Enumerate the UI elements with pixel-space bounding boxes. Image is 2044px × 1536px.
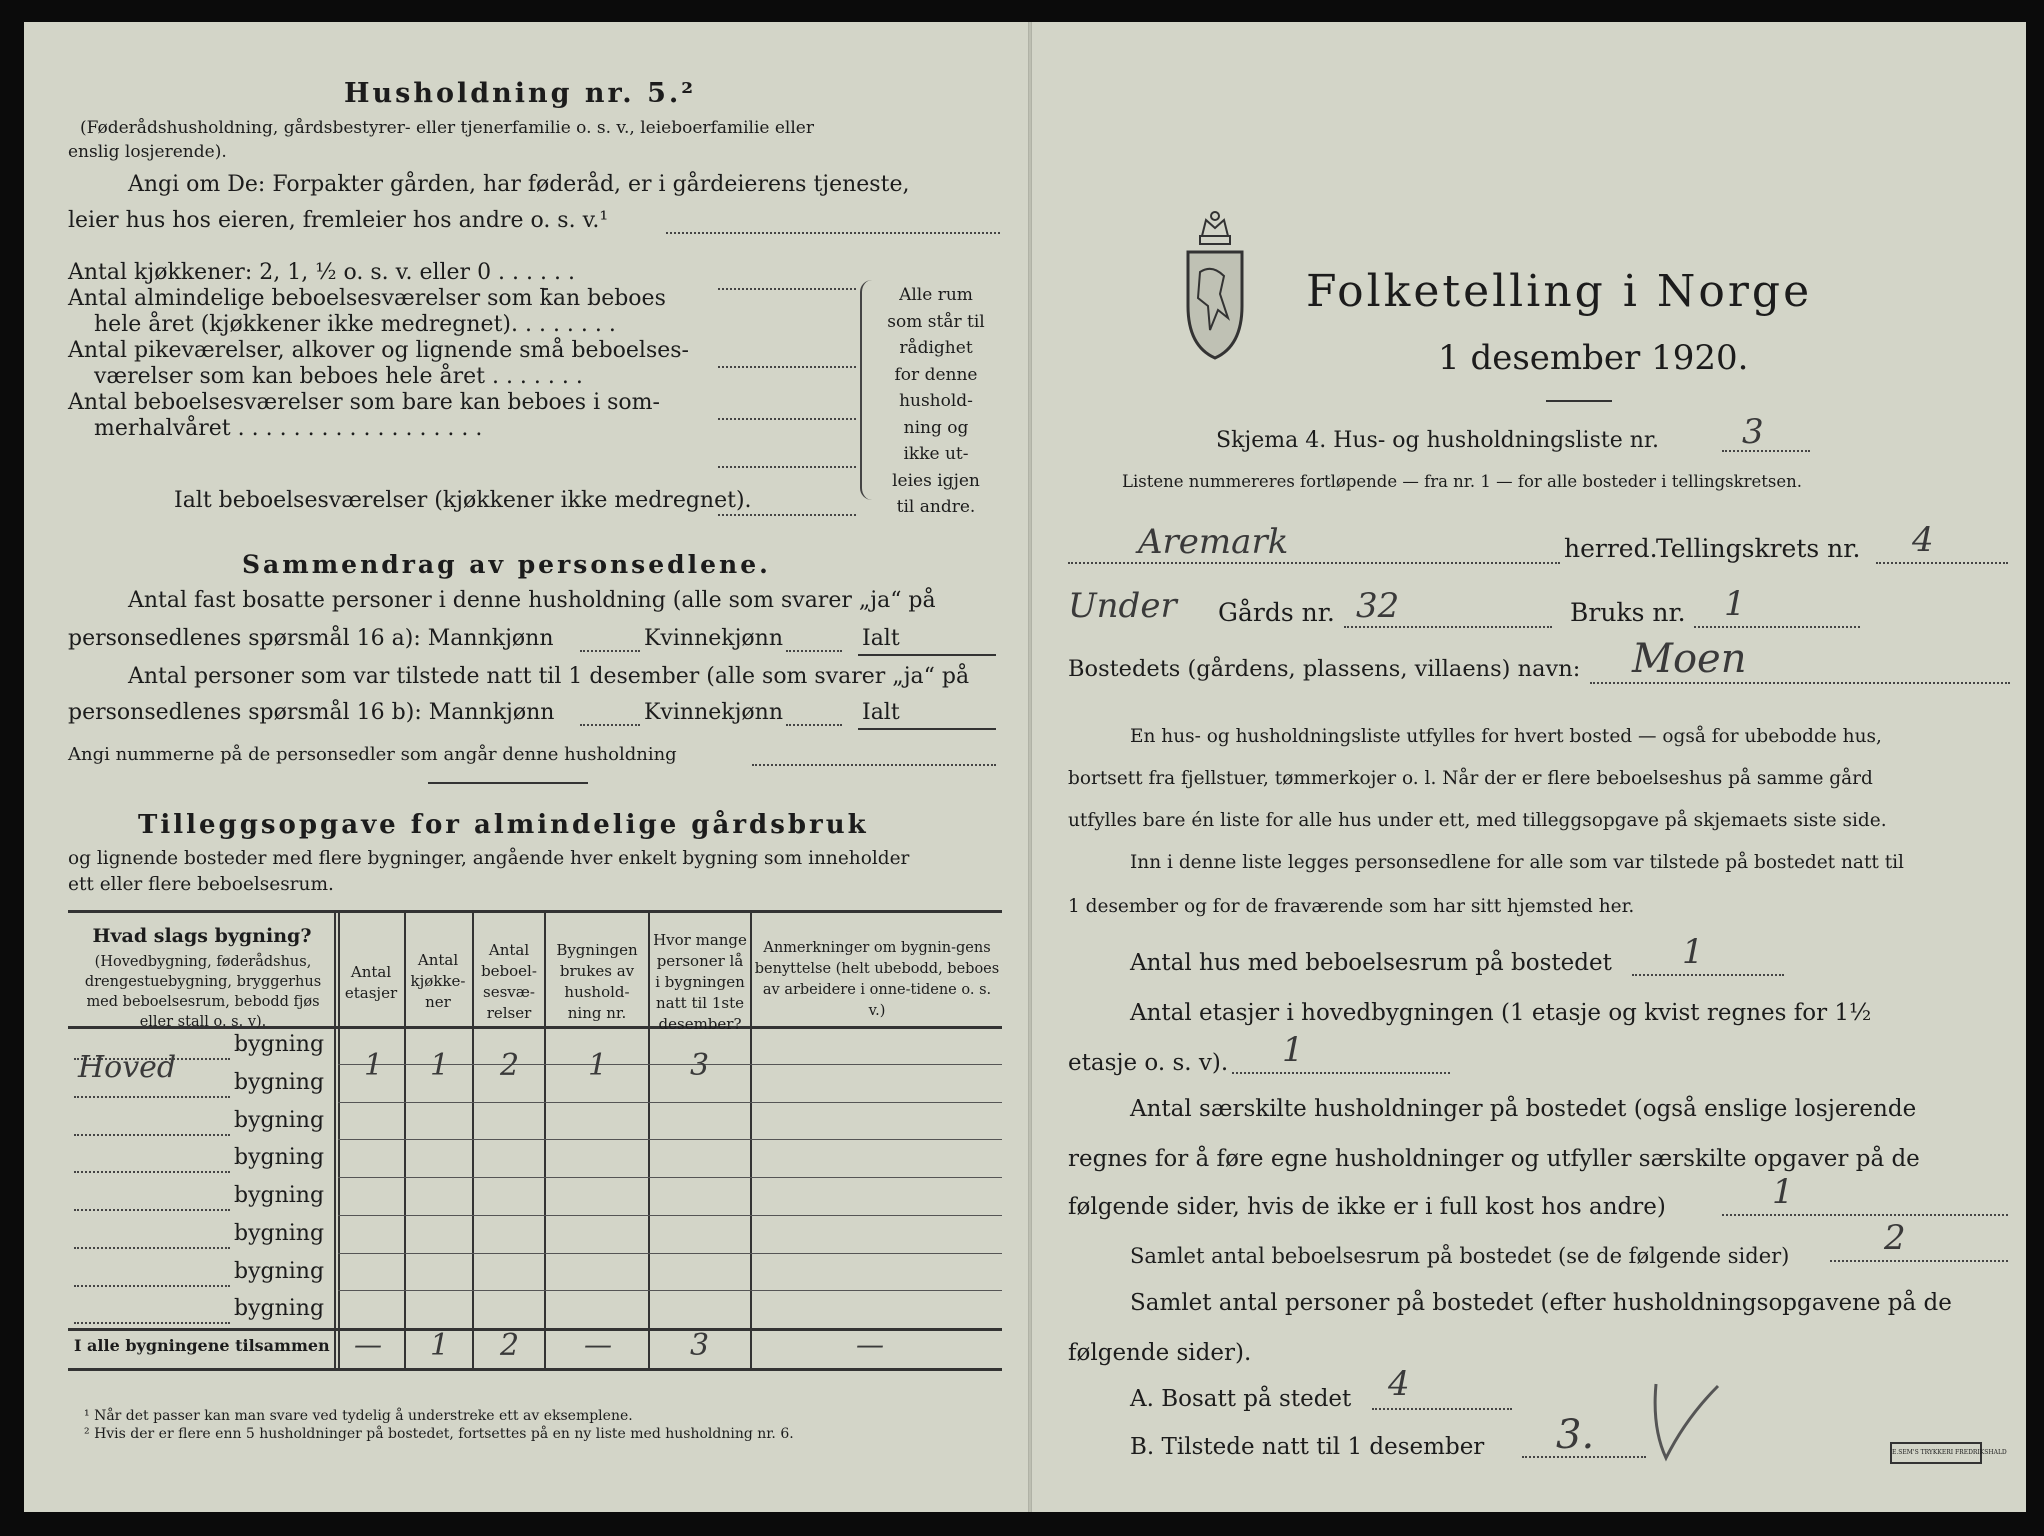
instruction-2: bortsett fra fjellstuer, tømmerkojer o. l. Når der er flere beboelseshus på samme gård bbox=[1068, 768, 1873, 789]
row-line bbox=[74, 1247, 230, 1249]
tellingskrets-value: 4 bbox=[1912, 520, 1934, 560]
row-line bbox=[74, 1285, 230, 1287]
census-title: Folketelling i Norge bbox=[1306, 266, 1813, 317]
totals-etasjer: — bbox=[354, 1328, 382, 1361]
row-label-bygning: bygning bbox=[234, 1145, 325, 1171]
right-page bbox=[1032, 22, 2026, 1512]
totals-anmerkninger: — bbox=[856, 1328, 884, 1361]
row-label-bygning: bygning bbox=[234, 1258, 325, 1284]
herred-label: herred. bbox=[1564, 534, 1658, 563]
summary-1b: personsedlenes spørsmål 16 a): Mannkjønn bbox=[68, 626, 554, 651]
q-personer-1: Samlet antal personer på bostedet (efter husholdningsopgavene på de bbox=[1130, 1290, 1952, 1316]
q-husholdninger-value: 1 bbox=[1772, 1172, 1794, 1212]
col-header-type-sub: (Hovedbygning, føderådshus, drengestuebygning, bryggerhus med beboelsesrum, bebodd fjøs eller stall o. s. v). bbox=[84, 954, 322, 1030]
q-hus: Antal hus med beboelsesrum på bostedet bbox=[1130, 950, 1612, 976]
row-divider bbox=[338, 1177, 1002, 1178]
summary-1a: Antal fast bosatte personer i denne husholdning (alle som svarer „ja“ på bbox=[128, 588, 936, 613]
totals-personer: 3 bbox=[690, 1328, 710, 1363]
row-divider bbox=[338, 1139, 1002, 1140]
bosted-value: Moen bbox=[1632, 636, 1747, 682]
census-date: 1 desember 1920. bbox=[1438, 338, 1749, 378]
q-etasjer-1: Antal etasjer i hovedbygningen (1 etasje og kvist regnes for 1½ bbox=[1130, 1000, 1872, 1026]
divider bbox=[428, 782, 588, 784]
row-line bbox=[74, 1209, 230, 1211]
instruction-1: En hus- og husholdningsliste utfylles for hvert bosted — også for ubebodde hus, bbox=[1130, 726, 1882, 747]
row-label-bygning: bygning bbox=[234, 1032, 325, 1057]
tillegg-intro-1: og lignende bosteder med flere bygninger, angående hver enkelt bygning som inneholder bbox=[68, 848, 910, 869]
row-divider bbox=[338, 1290, 1002, 1291]
row-label-bygning: bygning bbox=[234, 1107, 325, 1133]
bosted-label: Bostedets (gårdens, plassens, villaens) navn: bbox=[1068, 656, 1581, 682]
summary-2-ialt: Ialt bbox=[862, 700, 900, 725]
q-beboelsesrum-value: 2 bbox=[1884, 1218, 1906, 1258]
household-intro: (Føderådshusholdning, gårdsbestyrer- eller tjenerfamilie o. s. v., leieboerfamilie eller bbox=[80, 118, 814, 138]
q-personer-2: følgende sider). bbox=[1068, 1340, 1252, 1366]
summary-2-kvinne: Kvinnekjønn bbox=[644, 700, 783, 725]
col-header-husholdning: Bygningen brukes av hushold-ning nr. bbox=[556, 941, 638, 1022]
footnote-1: ¹ Når det passer kan man svare ved tydelig å understreke ett av eksemplene. bbox=[84, 1408, 633, 1424]
gards-label: Gårds nr. bbox=[1218, 598, 1335, 627]
row-1-kjokkener: 1 bbox=[430, 1048, 450, 1083]
summary-2b: personsedlenes spørsmål 16 b): Mannkjønn bbox=[68, 700, 555, 725]
q-etasjer-2: etasje o. s. v). bbox=[1068, 1050, 1229, 1076]
rooms-summer-2: merhalvåret . . . . . . . . . . . . . . . . . . bbox=[94, 416, 483, 441]
col-header-personer: Hvor mange personer lå i bygningen natt til 1ste desember? bbox=[653, 931, 747, 1033]
instruction-4: Inn i denne liste legges personsedlene for alle som var tilstede på bostedet natt til bbox=[1130, 852, 1904, 873]
row-1-etasjer: 1 bbox=[364, 1048, 384, 1083]
rooms-kitchens: Antal kjøkkener: 2, 1, ½ o. s. v. eller 0 . . . . . . bbox=[68, 260, 575, 285]
q-etasjer-value: 1 bbox=[1282, 1030, 1304, 1070]
bruks-label: Bruks nr. bbox=[1570, 598, 1686, 627]
angi-line-2: leier hus hos eieren, fremleier hos andre o. s. v.¹ bbox=[68, 208, 609, 233]
angi-nummerne: Angi nummerne på de personsedler som angår denne husholdning bbox=[68, 744, 677, 765]
under-value: Under bbox=[1068, 586, 1177, 626]
row-label-bygning: bygning bbox=[234, 1220, 325, 1246]
row-label-bygning: bygning bbox=[234, 1069, 325, 1095]
side-note: Alle rum som står til rådighet for denne hushold- ning og ikke ut- leies igjen til andre. bbox=[887, 285, 985, 517]
gards-value: 32 bbox=[1356, 586, 1400, 626]
row-1-vaerelser: 2 bbox=[500, 1048, 520, 1083]
rooms-brace bbox=[860, 280, 876, 500]
row-line bbox=[74, 1322, 230, 1324]
rooms-total: Ialt beboelsesværelser (kjøkkener ikke medregnet). bbox=[174, 488, 752, 513]
rooms-small-2: værelser som kan beboes hele året . . . . . . . bbox=[94, 364, 583, 389]
rooms-ordinary-2: hele året (kjøkkener ikke medregnet). . . . . . . . bbox=[94, 312, 616, 337]
coat-of-arms-icon bbox=[1182, 206, 1248, 362]
tilstede-label: B. Tilstede natt til 1 desember bbox=[1130, 1434, 1485, 1460]
tilstede-value: 3. bbox=[1556, 1412, 1595, 1458]
household-title: Husholdning nr. 5.² bbox=[344, 78, 697, 109]
q-hus-value: 1 bbox=[1682, 932, 1704, 972]
bosatt-value: 4 bbox=[1388, 1364, 1410, 1404]
herred-value: Aremark bbox=[1138, 522, 1289, 562]
bruks-value: 1 bbox=[1724, 584, 1746, 624]
listene-note: Listene nummereres fortløpende — fra nr. 1 — for alle bosteder i tellingskretsen. bbox=[1122, 472, 1803, 491]
row-divider bbox=[338, 1215, 1002, 1216]
instruction-3: utfylles bare én liste for alle hus under ett, med tilleggsopgave på skjemaets siste side. bbox=[1068, 810, 1887, 831]
summary-1-ialt: Ialt bbox=[862, 626, 900, 651]
left-page bbox=[24, 22, 1028, 1512]
row-1-personer: 3 bbox=[690, 1048, 710, 1083]
summary-2a: Antal personer som var tilstede natt til 1 desember (alle som svarer „ja“ på bbox=[128, 664, 970, 689]
row-divider bbox=[338, 1102, 1002, 1103]
row-divider bbox=[338, 1253, 1002, 1254]
rooms-summer: Antal beboelsesværelser som bare kan beboes i som- bbox=[68, 390, 660, 415]
skjema-label: Skjema 4. Hus- og husholdningsliste nr. bbox=[1216, 428, 1659, 453]
totals-kjokkener: 1 bbox=[430, 1328, 450, 1363]
tellingskrets-label: Tellingskrets nr. bbox=[1656, 534, 1861, 563]
summary-1-kvinne: Kvinnekjønn bbox=[644, 626, 783, 651]
bosatt-label: A. Bosatt på stedet bbox=[1130, 1386, 1352, 1412]
footnote-2: ² Hvis der er flere enn 5 husholdninger på bostedet, fortsettes på en ny liste med husholdning nr. 6. bbox=[84, 1426, 794, 1442]
row-label-bygning: bygning bbox=[234, 1183, 325, 1208]
row-1-husholdning: 1 bbox=[588, 1048, 608, 1083]
q-husholdninger-2: regnes for å føre egne husholdninger og utfyller særskilte opgaver på de bbox=[1068, 1146, 1920, 1172]
rooms-ordinary: Antal almindelige beboelsesværelser som kan beboes bbox=[68, 286, 666, 311]
totals-husholdning: — bbox=[584, 1328, 612, 1361]
totals-vaerelser: 2 bbox=[500, 1328, 520, 1363]
tillegg-title: Tilleggsopgave for almindelige gårdsbruk bbox=[138, 810, 869, 840]
col-header-etasjer: Antal etasjer bbox=[344, 963, 398, 1002]
row-label-bygning: bygning bbox=[234, 1296, 325, 1322]
summary-title: Sammendrag av personsedlene. bbox=[242, 550, 771, 579]
q-husholdninger-3: følgende sider, hvis de ikke er i full kost hos andre) bbox=[1068, 1194, 1666, 1220]
household-intro-2: enslig losjerende). bbox=[68, 142, 227, 162]
angi-line-1: Angi om De: Forpakter gården, har føderåd, er i gårdeierens tjeneste, bbox=[128, 172, 910, 197]
row-1-type: Hoved bbox=[78, 1050, 177, 1085]
q-husholdninger-1: Antal særskilte husholdninger på bostedet (også enslige losjerende bbox=[1130, 1096, 1917, 1122]
check-mark-icon bbox=[1646, 1378, 1726, 1468]
tillegg-intro-2: ett eller flere beboelsesrum. bbox=[68, 874, 334, 895]
row-line bbox=[74, 1134, 230, 1136]
row-line bbox=[74, 1096, 230, 1098]
skjema-number: 3 bbox=[1742, 412, 1764, 452]
col-header-anmerkninger: Anmerkninger om bygnin-gens benyttelse (helt ubebodd, beboes av arbeidere i onne-tidene o. s. v.) bbox=[754, 940, 1000, 1019]
col-header-vaerelser: Antal beboel-sesvæ-relser bbox=[481, 941, 537, 1022]
totals-label: I alle bygningene tilsammen bbox=[74, 1336, 330, 1355]
rooms-small: Antal pikeværelser, alkover og lignende små beboelses- bbox=[68, 338, 689, 363]
col-header-kjokkener: Antal kjøkke-ner bbox=[410, 951, 466, 1011]
row-line bbox=[74, 1171, 230, 1173]
printer-stamp: E.SEM'S TRYKKERI FREDRIKSHALD bbox=[1890, 1442, 1982, 1464]
col-header-type: Hvad slags bygning? bbox=[92, 925, 312, 947]
instruction-5: 1 desember og for de fraværende som har sitt hjemsted her. bbox=[1068, 896, 1635, 917]
q-beboelsesrum: Samlet antal beboelsesrum på bostedet (se de følgende sider) bbox=[1130, 1244, 1790, 1268]
